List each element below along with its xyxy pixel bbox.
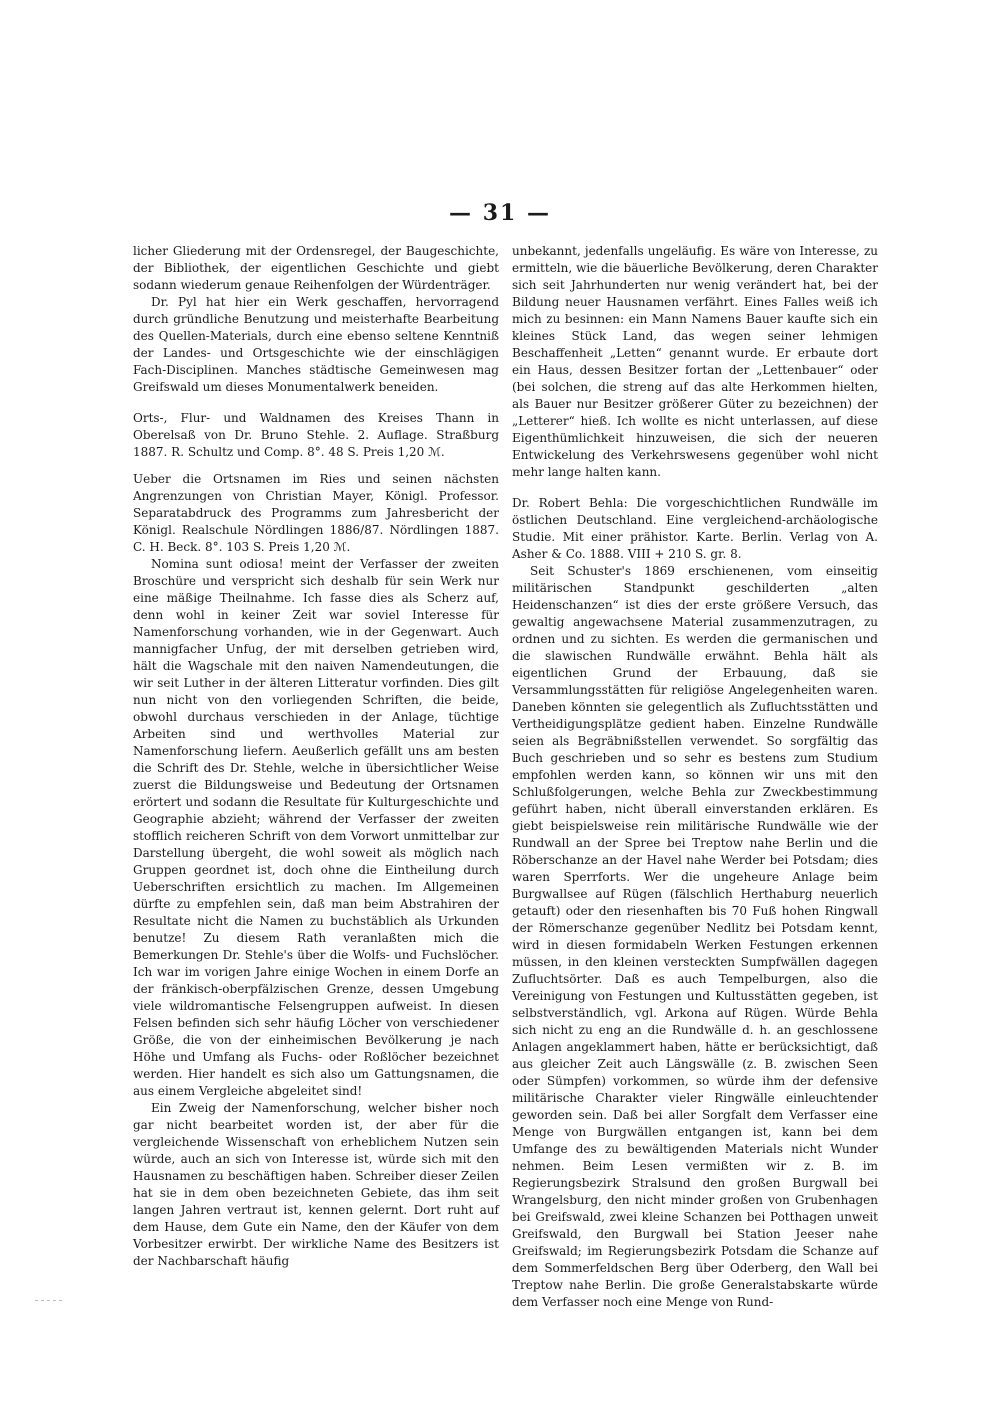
paragraph: Ein Zweig der Namenforschung, welcher bisher noch gar nicht bearbeitet worden ist, der aber für die vergleichende Wissenschaft von erheblichem Nutzen sein würde, auch an sich von Interesse ist, würde sich mit den Hausnamen zu beschäftigen haben. Schreiber dieser Zeilen hat sie in dem oben bezeichneten Gebiete, das ihm seit langen Jahren vertraut ist, kennen gelernt. Dort ruht auf dem Hause, dem Gute ein Name, den der Käufer von dem Vorbesitzer erwirbt. Der wirkliche Name des Besitzers ist der Nachbarschaft häufig (133, 1101, 499, 1268)
paragraph: Seit Schuster's 1869 erschienenen, vom einseitig militärischen Standpunkt geschilderten „alten Heidenschanzen“ ist dies der erste größere Versuch, das gewaltig angewachsene Material zusammenzutragen, zu ordnen und zu sichten. Es werden die germanischen und die slawischen Rundwälle erwähnt. Behla hält als eigentlichen Grund der Erbauung, daß sie Versammlungsstätten für religiöse Angelegenheiten waren. Daneben könnten sie gelegentlich als Zufluchtsstätten und Vertheidigungsplätze gedient haben. Einzelne Rundwälle seien als Begräbnißstellen verwendet. So sorgfältig das Buch geschrieben und so sehr es bestens zum Studium empfohlen werden kann, so können wir uns mit den Schlußfolgerungen, welche Behla zur Zweckbestimmung geführt haben, nicht überall einverstanden erklären. Es giebt beispielsweise rein militärische Rundwälle wie der Rundwall an der Spree bei Treptow nahe Berlin und die Röberschanze an der Havel nahe Werder bei Potsdam; dies waren Sperrforts. Wer die ungeheure Anlage beim Burgwallsee auf Rügen (fälschlich Herthaburg neuerlich getauft) oder den riesenhaften bis 70 Fuß hohen Ringwall der Römerschanze gegenüber Nedlitz bei Potsdam kennt, wird in diesen formidabeln Werken Festungen erkennen müssen, in den kleinen versteckten Sumpfwällen dagegen Zufluchtsörter. Daß es auch Tempelburgen, also die Vereinigung von Festungen und Kultusstätten gegeben, ist selbstverständlich, vgl. Arkona auf Rügen. Würde Behla sich nicht zu eng an die Rundwälle d. h. an geschlossene Anlagen angeklammert haben, hätte er berücksichtigt, daß aus gleicher Zeit auch Längswälle (z. B. zwischen Seen oder Sümpfen) vorkommen, so würde ihm der defensive militärische Charakter vieler Ringwälle einleuchtender geworden sein. Daß bei aller Sorgfalt dem Verfasser eine Menge von Burgwällen entgangen ist, kann bei dem Umfange des zu bewältigenden Materials nicht Wunder nehmen. Beim Lesen vermißten wir z. B. im Regierungsbezirk Stralsund den großen Burgwall bei Wrangelsburg, den nicht minder großen von Grubenhagen bei Greifswald, zwei kleine Schanzen bei Potthagen unweit Greifswald, den Burgwall bei Station Jeeser nahe Greifswald; im Regierungsbezirk Potsdam die Schanze auf dem Sommerfeldschen Berg über Oderberg, den Wall bei Treptow nahe Berlin. Die große Generalstabskarte würde dem Verfasser noch eine Menge von Rund- (512, 564, 878, 1309)
paragraph: Dr. Pyl hat hier ein Werk geschaffen, hervorragend durch gründliche Benutzung und meisterhafte Bearbeitung des Quellen-Materials, durch eine ebenso seltene Kenntniß der Landes- und Ortsgeschichte wie der einschlägigen Fach-Disciplinen. Manches städtische Gemeinwesen mag Greifswald um dieses Monumentalwerk beneiden. (133, 295, 499, 394)
book-entry-behla: Dr. Robert Behla: Die vorgeschichtlichen Rundwälle im östlichen Deutschland. Eine vergleichend-archäologische Studie. Mit einer prähistor. Karte. Berlin. Verlag von A. Asher & Co. 1888. VIII + 210 S. gr. 8. (512, 496, 878, 561)
left-column (133, 243, 499, 1270)
paragraph: unbekannt, jedenfalls ungeläufig. Es wäre von Interesse, zu ermitteln, wie die bäuerliche Bevölkerung, deren Charakter sich seit Jahrhunderten nur wenig verändert hat, bei der Bildung neuer Hausnamen verfährt. Eines Falles weiß ich mich zu besinnen: ein Mann Namens Bauer kaufte sich ein kleines Stück Land, das wegen seiner lehmigen Beschaffenheit „Letten“ genannt wurde. Er erbaute dort ein Haus, dessen Besitzer fortan der „Lettenbauer“ oder (bei solchen, die streng auf das alte Herkommen hielten, als Bauer nur Besitzer größerer Güter zu bezeichnen) der „Letterer“ hieß. Ich wollte es nicht unterlassen, auf diese Eigenthümlichkeit hinzuweisen, die sich der neueren Entwickelung des Verkehrswesens gegenüber wohl nicht mehr lange halten kann. (512, 244, 878, 479)
book-entry-stehle: Orts-, Flur- und Waldnamen des Kreises Thann in Oberelsaß von Dr. Bruno Stehle. 2. Auflage. Straßburg 1887. R. Schultz und Comp. 8°. 48 S. Preis 1,20 ℳ. (133, 411, 499, 459)
book-entry-mayer: Ueber die Ortsnamen im Ries und seinen nächsten Angrenzungen von Christian Mayer, Königl. Professor. Separatabdruck des Programms zum Jahresbericht der Königl. Realschule Nördlingen 1886/87. Nördlingen 1887. C. H. Beck. 8°. 103 S. Preis 1,20 ℳ. (133, 472, 499, 554)
paragraph: Nomina sunt odiosa! meint der Verfasser der zweiten Broschüre und verspricht sich deshalb für sein Werk nur eine mäßige Theilnahme. Ich fasse dies als Scherz auf, denn wohl in keiner Zeit war soviel Interesse für Namenforschung vorhanden, wie in der Gegenwart. Auch mannigfacher Unfug, der mit derselben getrieben wird, hält die Wagschale mit den naiven Namendeutungen, die wir seit Luther in der älteren Litteratur vorfinden. Dies gilt nun nicht von den vorliegenden Schriften, die beide, obwohl durchaus verschieden in der Anlage, tüchtige Arbeiten sind und werthvolles Material zur Namenforschung liefern. Aeußerlich gefällt uns am besten die Schrift des Dr. Stehle, welche in übersichtlicher Weise zuerst die Bildungsweise und Bedeutung der Ortsnamen erörtert und sodann die Resultate für Kulturgeschichte und Geographie abzieht; während der Verfasser der zweiten stofflich reicheren Schrift von dem Vorwort unmittelbar zur Darstellung übergeht, die wohl soweit als möglich nach Gruppen geordnet ist, doch ohne die Eintheilung durch Ueberschriften ersichtlich zu machen. Im Allgemeinen dürfte zu empfehlen sein, daß man beim Abstrahiren der Resultate nicht die Namen zu buchstäblich als Urkunden benutze! Zu diesem Rath veranlaßten mich die Bemerkungen Dr. Stehle's über die Wolfs- und Fuchslöcher. Ich war im vorigen Jahre einige Wochen in einem Dorfe an der fränkisch-oberpfälzischen Grenze, dessen Umgebung viele wildromantische Felsengruppen aufweist. In diesen Felsen befinden sich sehr häufig Löcher von verschiedener Größe, die von der einheimischen Bevölkerung je nach Höhe und Umfang als Fuchs- oder Roßlöcher bezeichnet werden. Hier handelt es sich also um Gattungsnamen, die aus einem Vergleiche abgeleitet sind! (133, 557, 499, 1098)
right-column (512, 243, 878, 1311)
page-number: — 31 — (449, 200, 551, 226)
scan-mark (35, 1300, 65, 1301)
paragraph: licher Gliederung mit der Ordensregel, der Baugeschichte, der Bibliothek, der eigentlichen Geschichte und giebt sodann wiederum genaue Reihenfolgen der Würdenträger. (133, 244, 499, 292)
